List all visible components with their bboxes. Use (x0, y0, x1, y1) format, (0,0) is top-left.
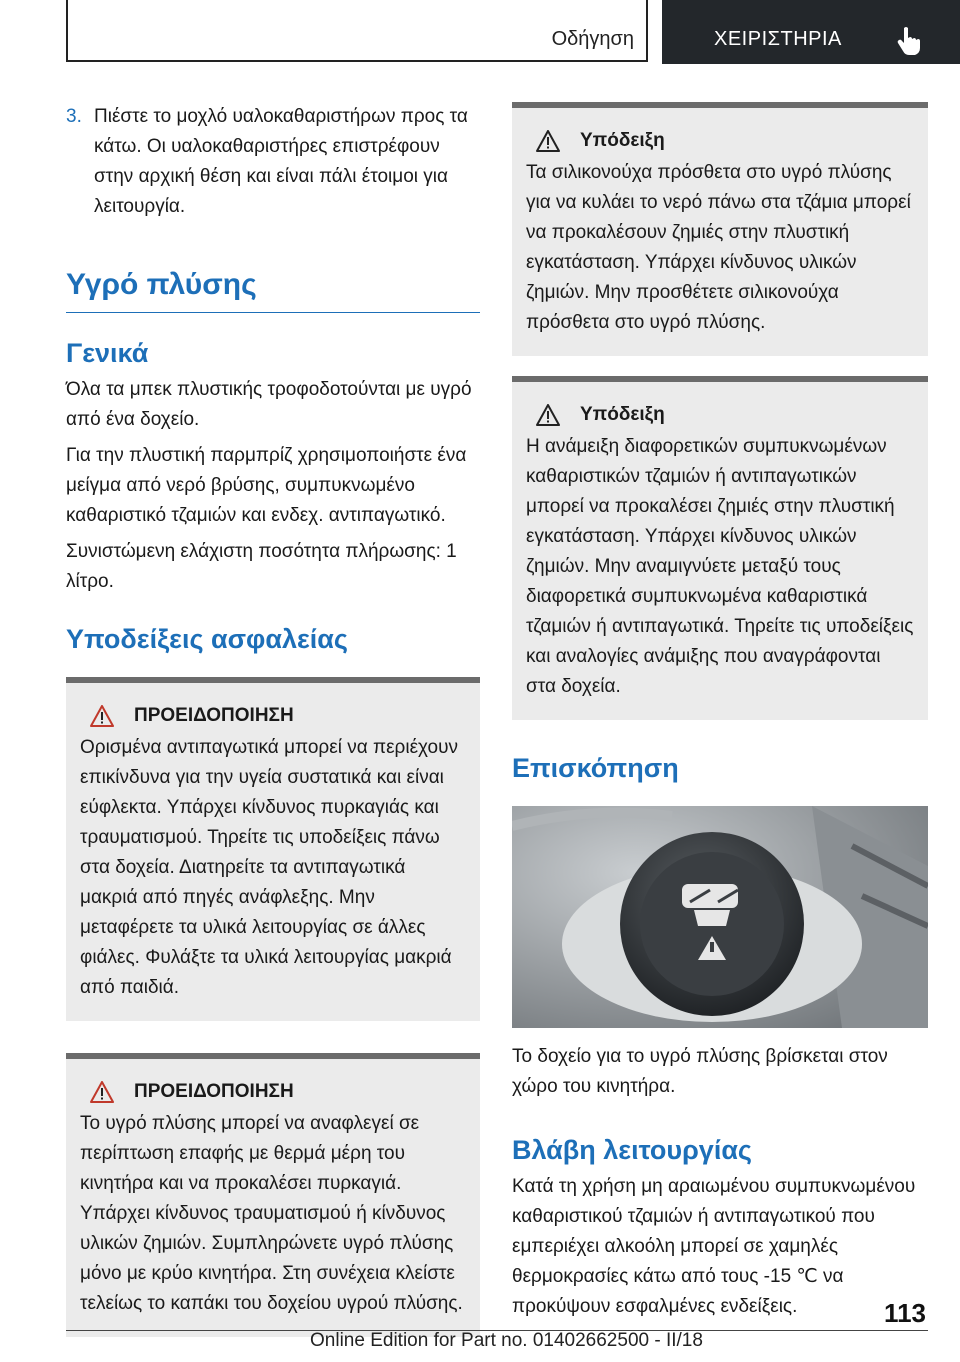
footer-edition: Online Edition for Part no. 01402662500 - II/18 (310, 1330, 703, 1351)
warning-triangle-icon (90, 705, 114, 727)
washer-reservoir-photo (512, 806, 928, 1028)
section-tab-label: Οδήγηση (551, 28, 634, 50)
step-number: 3. (66, 106, 82, 127)
photo-caption: Το δοχείο για το υγρό πλύσης βρίσκεται στον χώρο του κινητήρα. (512, 1046, 888, 1097)
malfunction-text: Κατά τη χρήση μη αραιωμένου συμπυκνωμένου καθαριστικού τζαμιών ή αντιπαγωτικού που εμπεριέχει αλκοόλη μπορεί σε χαμηλές θερμοκρασίες κάτω από τους -15 ℃ να προκύψουν εσφαλμένες ενδείξεις. (512, 1176, 916, 1317)
warning-box-1 (66, 677, 480, 1021)
chapter-tab (662, 0, 960, 64)
hand-pointer-icon (895, 26, 923, 56)
left-column (66, 102, 480, 1337)
warning-box-1-title: ΠΡΟΕΙΔΟΠΟΙΗΣΗ (134, 705, 294, 726)
note-box-1 (512, 102, 928, 356)
subsection-title-general: Γενικά (66, 338, 149, 368)
step-3 (66, 102, 480, 222)
note-box-2 (512, 376, 928, 720)
subsection-title-safety: Υποδείξεις ασφαλείας (66, 624, 348, 654)
subsection-title-overview: Επισκόπηση (512, 753, 679, 783)
warning-box-2 (66, 1053, 480, 1337)
caution-triangle-icon (536, 130, 560, 152)
page-number: 113 (884, 1298, 926, 1328)
warning-box-2-header (80, 1079, 466, 1105)
note-box-1-header (526, 128, 914, 154)
warning-box-1-header (80, 703, 466, 729)
general-paragraph-1: Όλα τα μπεκ πλυστικής τροφοδοτούνται με υγρό από ένα δοχείο. (66, 379, 472, 430)
warning-box-2-text: Το υγρό πλύσης μπορεί να αναφλεγεί σε περίπτωση επαφής με θερμά μέρη του κινητήρα και να προκαλέσει πυρκαγιά. Υπάρχει κίνδυνος τραυματισμού ή κίνδυνος υλικών ζημιών. Συμπληρώνετε υγρό πλύσης μόνο με κρύο κινητήρα. Στη συνέχεια κλείστε τελείως το καπάκι του δοχείου υγρού πλύσης. (80, 1113, 463, 1314)
note-box-1-text: Τα σιλικονούχα πρόσθετα στο υγρό πλύσης για να κυλάει το νερό πάνω στα τζάμια μπορεί να προκαλέσουν ζημιές στην πλυστική εγκατάσταση. Υπάρχει κίνδυνος υλικών ζημιών. Μην προσθέτετε σιλικονούχα πρόσθετα στο υγρό πλύσης. (526, 162, 911, 333)
section-tab (66, 0, 648, 62)
caution-triangle-icon (536, 404, 560, 426)
washer-reservoir-illustration (512, 806, 928, 1028)
warning-triangle-icon (90, 1081, 114, 1103)
note-box-2-title: Υπόδειξη (580, 404, 665, 425)
chapter-tab-label: ΧΕΙΡΙΣΤΗΡΙΑ (714, 28, 842, 50)
note-box-1-title: Υπόδειξη (580, 130, 665, 151)
step-text: Πιέστε το μοχλό υαλοκαθαριστήρων προς τα κάτω. Οι υαλοκαθαριστήρες επιστρέφουν στην αρχική θέση και είναι πάλι έτοιμοι για λειτουργία. (94, 106, 468, 217)
subsection-title-malfunction: Βλάβη λειτουργίας (512, 1135, 752, 1165)
warning-box-2-title: ΠΡΟΕΙΔΟΠΟΙΗΣΗ (134, 1081, 294, 1102)
general-paragraph-3: Συνιστώμενη ελάχιστη ποσότητα πλήρωσης: 1 λίτρο. (66, 541, 457, 592)
right-column (512, 102, 928, 1322)
warning-box-1-text: Ορισμένα αντιπαγωτικά μπορεί να περιέχουν επικίνδυνα για την υγεία συστατικά και είναι εύφλεκτα. Υπάρχει κίνδυνος πυρκαγιάς και τραυματισμού. Τηρείτε τις υποδείξεις πάνω στα δοχεία. Διατηρείτε τα αντιπαγωτικά μακριά από πηγές ανάφλεξης. Μην μεταφέρετε τα υλικά λειτουργίας σε άλλες φιάλες. Φυλάξτε τα υλικά λειτουργίας μακριά από παιδιά. (80, 737, 458, 998)
section-title-washer-fluid: Υγρό πλύσης (66, 266, 480, 313)
note-box-2-text: Η ανάμειξη διαφορετικών συμπυκνωμένων καθαριστικών τζαμιών ή αντιπαγωτικών μπορεί να προκαλέσει ζημιές στην πλυστική εγκατάσταση. Υπάρχει κίνδυνος υλικών ζημιών. Μην αναμιγνύετε μεταξύ τους διαφορετικά συμπυκνωμένα καθαριστικά τζαμιών ή αντιπαγωτικά. Τηρείτε τις υποδείξεις και αναλογίες ανάμιξης που αναγράφονται στα δοχεία. (526, 436, 914, 697)
general-paragraph-2: Για την πλυστική παρμπρίζ χρησιμοποιήστε ένα μείγμα από νερό βρύσης, συμπυκνωμένο καθαριστικό τζαμιών και ενδεχ. αντιπαγωτικό. (66, 445, 467, 526)
note-box-2-header (526, 402, 914, 428)
page-header (66, 0, 960, 64)
